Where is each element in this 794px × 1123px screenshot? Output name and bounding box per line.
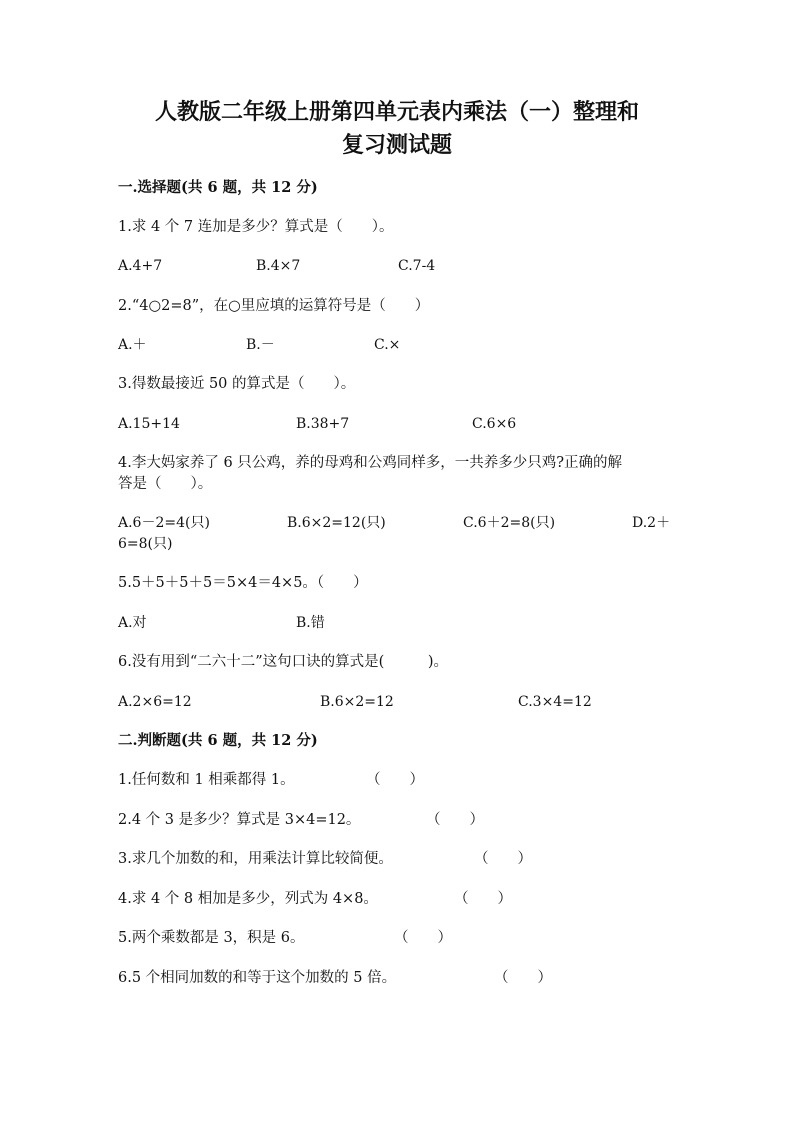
question-1-option-a[interactable]: A.4+7 [118,258,163,274]
question-4-option-c[interactable]: C.6＋2=8(只) [463,515,556,531]
page-title-line1: 人教版二年级上册第四单元表内乘法（一）整理和 [154,99,639,125]
judge-6-answer-paren[interactable]: （ ） [494,970,552,986]
judge-5-text: 5.两个乘数都是 3，积是 6。 [118,930,305,946]
question-2-text: 2.“4○2=8”，在○里应填的运算符号是（ ） [118,298,430,314]
question-4-option-a[interactable]: A.6－2=4(只) [118,515,210,531]
judge-2-text: 2.4 个 3 是多少？算式是 3×4=12。 [118,812,361,828]
question-3-option-c[interactable]: C.6×6 [472,416,517,432]
section-choice-heading: 一.选择题(共 6 题，共 12 分) [118,179,318,196]
judge-1-text: 1.任何数和 1 相乘都得 1。 [118,772,295,788]
question-2-option-b[interactable]: B.－ [246,337,275,353]
question-4-option-b[interactable]: B.6×2=12(只) [287,515,386,531]
question-6-option-b[interactable]: B.6×2=12 [320,694,394,710]
judge-4-text: 4.求 4 个 8 相加是多少，列式为 4×8。 [118,891,378,907]
judge-6-text: 6.5 个相同加数的和等于这个加数的 5 倍。 [118,970,397,986]
judge-5-answer-paren[interactable]: （ ） [394,930,452,946]
question-3-option-a[interactable]: A.15+14 [118,416,180,432]
question-3-text: 3.得数最接近 50 的算式是（ ）。 [118,376,356,392]
question-5-option-b[interactable]: B.错 [296,615,325,631]
judge-4-answer-paren[interactable]: （ ） [454,891,512,907]
question-4-option-d-continued: 6=8(只) [118,536,173,552]
question-1-option-b[interactable]: B.4×7 [256,258,301,274]
question-4-text-line2: 答是（ ）。 [118,476,213,492]
judge-1-answer-paren[interactable]: （ ） [366,772,424,788]
question-1-text: 1.求 4 个 7 连加是多少？算式是（ ）。 [118,219,394,235]
question-4-text-line1: 4.李大妈家养了 6 只公鸡，养的母鸡和公鸡同样多，一共养多少只鸡?正确的解 [118,455,623,471]
question-6-text: 6.没有用到“二六十二”这句口诀的算式是( )。 [118,654,448,670]
question-4-option-d[interactable]: D.2＋ [632,515,671,531]
judge-3-answer-paren[interactable]: （ ） [474,851,532,867]
question-2-option-a[interactable]: A.＋ [118,337,147,353]
judge-3-text: 3.求几个加数的和，用乘法计算比较简便。 [118,851,393,867]
question-6-option-c[interactable]: C.3×4=12 [518,694,592,710]
question-6-option-a[interactable]: A.2×6=12 [118,694,192,710]
question-2-option-c[interactable]: C.× [374,337,401,353]
question-5-text: 5.5＋5＋5＋5＝5×4＝4×5。（ ） [118,575,368,591]
section-judge-heading: 二.判断题(共 6 题，共 12 分) [118,732,318,749]
page-title-line2: 复习测试题 [341,132,452,158]
question-3-option-b[interactable]: B.38+7 [296,416,350,432]
question-1-option-c[interactable]: C.7-4 [398,258,436,274]
question-5-option-a[interactable]: A.对 [118,615,147,631]
judge-2-answer-paren[interactable]: （ ） [426,812,484,828]
